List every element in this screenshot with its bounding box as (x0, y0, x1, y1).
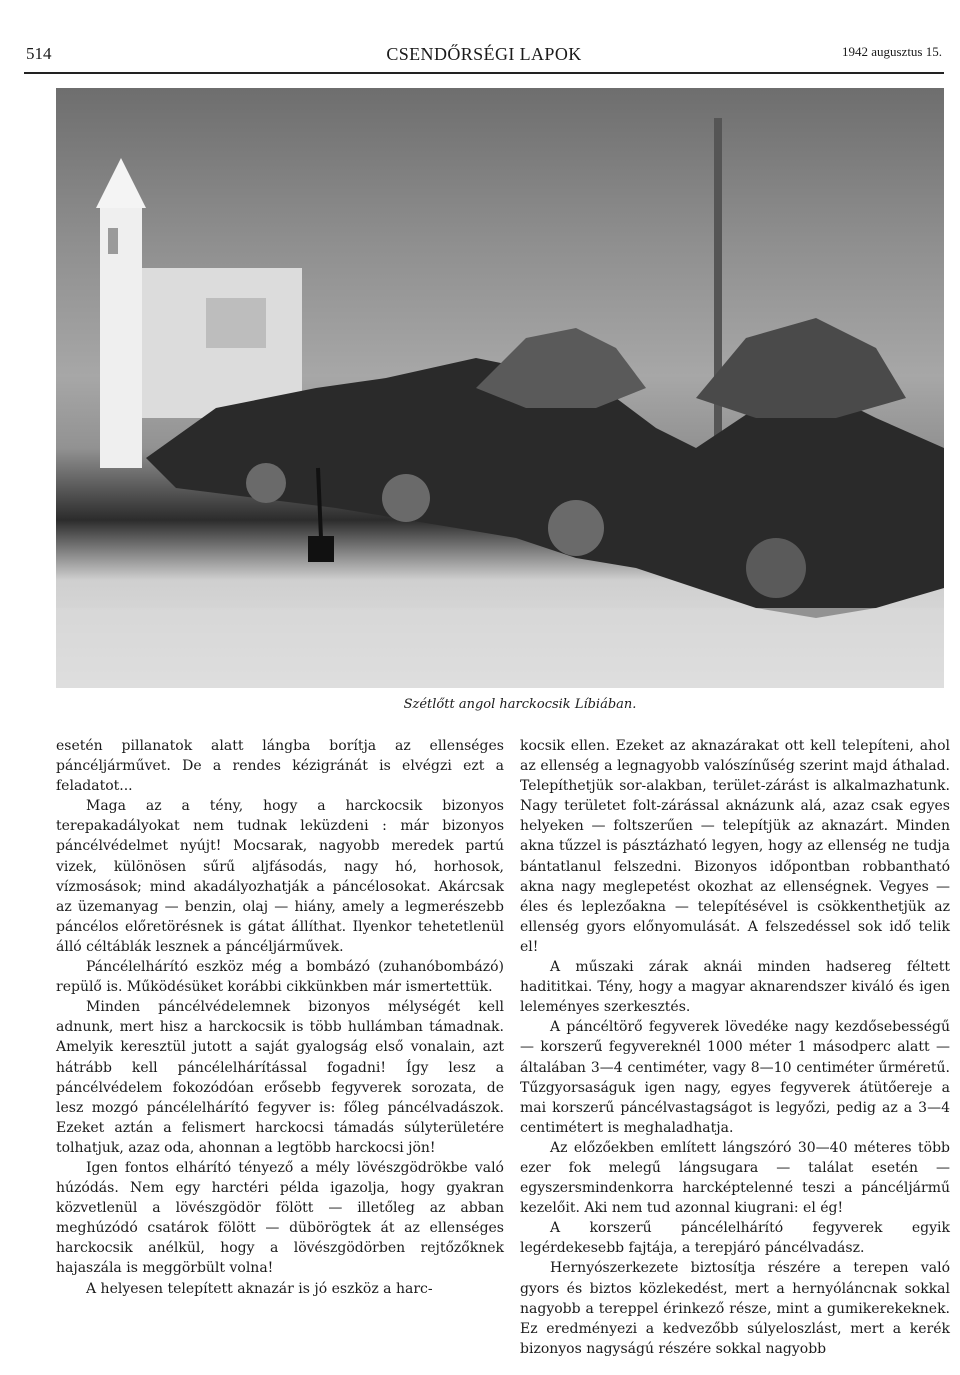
minaret-roof (96, 158, 146, 208)
paragraph: Hernyószerkezete biztosítja részére a terepen való gyors és biztos közlekedést, mert a hernyóláncnak sokkal nagyobb a tereppel érinkező része, mint a gumikerekeknek. Ez eredményezi a kedvezőbb súlyeloszlást, mert a kerék bizonyos nagyságú részére sokkal nagyobb (520, 1260, 950, 1357)
page-number: 514 (26, 44, 52, 63)
paragraph: Minden páncélvédelemnek bizonyos mélységét kell adnunk, mert hisz a harckocsik is több hullámban támadnak. Amelyik keresztül jutott a saját gyalogság első vonalain, azt hátrább kell páncélelhárítással fogadni! Így lesz a páncélvédelem fokozódóan erősebb fegyverek sorozata, de lesz mozgó páncélelhárító fegyver is: főleg páncélvadászok. Ezeket aztán a felismert harckocsi támadás súlyterületére tolhatjuk, azaz oda, ahonnan a legtöbb harckocsi jön! (56, 999, 504, 1156)
page-header (26, 44, 942, 70)
minaret-tower (100, 208, 142, 468)
paragraph: esetén pillanatok alatt lángba borítja az ellenséges páncéljárművet. De a rendes kézigránát is elvégzi ezt a feladatot... (56, 738, 504, 795)
issue-date: 1942 augusztus 15. (841, 44, 942, 59)
paragraph: Az előzőekben említett lángszóró 30—40 méteres több ezer fok melegű lángsugara — találat esetén — egyszersmindenkorra harcképtelenné teszi a páncéljármű kezelőit. Aki nem tud azonnal kiugrani: el ég! (520, 1139, 950, 1217)
caption-text: Szétlőtt angol harckocsik Líbiában. (403, 697, 637, 712)
paragraph: kocsik ellen. Ezeket az aknazárakat ott kell telepíteni, ahol az ellenség a legnagyobb valószínűség szerint majd áthalad. Telepíthetjük sor-alakban, terület-zárást is alkalmazhatunk. Nagy területet folt-zárással aknázunk alá, azaz csak egyes helyeken — foltszerűen — telepítjük az aknazárt. Minden akna tűzzel is pásztázható legyen, hogy az ellenség ne tudja bántatlanul felszedni. Bizonyos időpontban robbantható akna nagy meglepetést okozhat az ellenségnek. Vegyes — éles és leplezőakna — telepítésével is csökkenthetjük az ellenség gyors előnyomulását. A felszedéssel sok idő telik el! (520, 738, 950, 955)
paragraph: A páncéltörő fegyverek lövedéke nagy kezdősebességű — korszerű fegyvereknél 1000 méter 1 másodperc alatt — általában 3—4 centiméter, vagy 8—10 centiméter űrméretű. Tűzgyorsaságuk igen nagy, egyes fegyverek átütőereje a mai korszerű páncélvastagságot is legyőzi, pedig az a 3—4 centimétert is meghaladhatja. (520, 1019, 950, 1136)
paragraph: A korszerű páncélelhárító fegyverek egyik legérdekesebb fajtája, a terepjáró páncélvadász. (520, 1220, 950, 1257)
paragraph: A helyesen telepített aknazár is jó eszköz a harc- (86, 1280, 433, 1297)
header-rule (24, 72, 944, 74)
right-column (520, 736, 950, 1359)
figure-caption (0, 697, 960, 712)
paragraph: Maga az a tény, hogy a harckocsik bizonyos terepakadályokat nem tudnak leküzdeni : már bizonyos páncélvédelmet nyújt! Mocsarak, nagyobb meredek partú vizek, különösen sűrű aljfásodás, nagy hó, horhosok, vízmosások; mind akadályozhatják a páncélosokat. Akárcsak az üzemanyag — benzin, olaj — hiány, amely a legmerészebb páncélos előretörésnek is gátat állíthat. Ilyenkor tehetetlenül álló céltáblák lesznek a páncéljárművek. (56, 798, 504, 955)
journal-title: CSENDŐRSÉGI LAPOK (386, 44, 582, 64)
paragraph: A műszaki zárak aknái minden hadsereg féltett hadititkai. Tény, hogy a magyar aknarendszer kiváló és igen leleményes szerkesztés. (520, 959, 950, 1016)
paragraph: Igen fontos elhárító tényező a mély lövészgödrökbe való húzódás. Nem egy harctéri példa igazolja, hogy gyakran közvetlenül a lövészgödör fölött — illetőleg az abban meghúzódó csatárok fölött — dübörögtek át az ellenséges harckocsik anélkül, hogy a lövészgödörben rejtőzőknek hajaszála is meggörbült volna! (56, 1159, 504, 1277)
left-column (56, 736, 504, 1299)
paragraph: Páncélelhárító eszköz még a bombázó (zuhanóbombázó) repülő is. Működésüket korábbi cikkünkben már ismertettük. (56, 959, 504, 996)
photograph (56, 88, 944, 688)
